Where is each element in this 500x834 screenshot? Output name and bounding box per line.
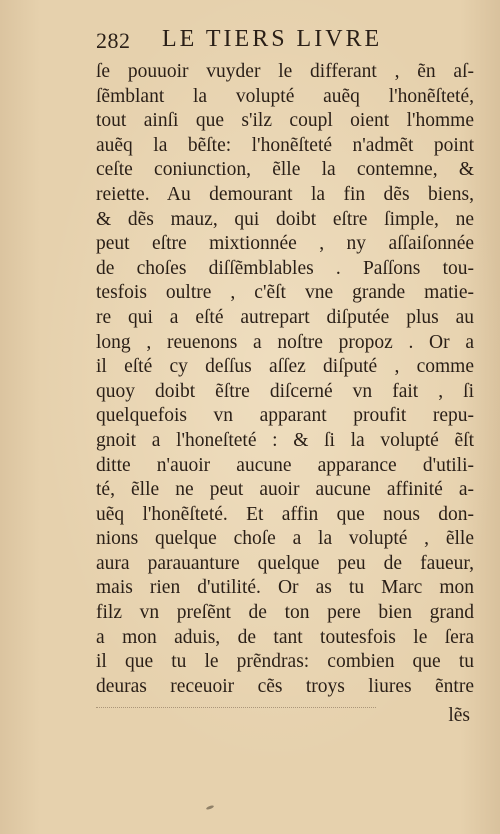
text-line: quoy doibt ẽſtre diſcerné vn fait , ſi <box>96 380 474 402</box>
catchword: lẽs <box>448 705 470 726</box>
text-line: & dẽs mauz, qui doibt eſtre ſimple, ne <box>96 208 474 230</box>
running-title: LE TIERS LIVRE <box>162 26 383 52</box>
text-line: mais rien d'utilité. Or as tu Marc mon <box>96 577 474 599</box>
text-line: ſẽmblant la volupté auẽq l'honẽſteté, <box>96 85 474 107</box>
text-line: tesfois oultre , c'ẽſt vne grande matie- <box>96 282 474 304</box>
page-header <box>96 26 476 56</box>
text-line: a mon aduis, de tant toutesfois le ſera <box>96 626 474 648</box>
text-line: nions quelque choſe a la volupté , ẽlle <box>96 528 474 550</box>
text-line: ditte n'auoir aucune apparance d'utili- <box>96 454 474 476</box>
body-text <box>96 60 474 699</box>
text-line: il que tu le prẽndras: combien que tu <box>96 651 474 673</box>
ink-trace <box>96 707 376 708</box>
text-line: filz vn preſẽnt de ton pere bien grand <box>96 602 474 624</box>
text-line: uẽq l'honẽſteté. Et affin que nous don- <box>96 503 474 525</box>
text-line: peut eſtre mixtionnée , ny aſſaiſonnée <box>96 233 474 255</box>
text-line: quelquefois vn apparant proufit repu- <box>96 405 474 427</box>
page-number: 282 <box>96 28 131 53</box>
text-line: reiette. Au demourant la fin dẽs biens, <box>96 183 474 205</box>
text-line: ceſte coniunction, ẽlle la contemne, & <box>96 159 474 181</box>
text-line: aura parauanture quelque peu de faueur, <box>96 552 474 574</box>
text-line: long , reuenons a noſtre propoz . Or a <box>96 331 474 353</box>
text-line: re qui a eſté autrepart diſputée plus au <box>96 306 474 328</box>
text-line: té, ẽlle ne peut auoir aucune affinité a- <box>96 479 474 501</box>
text-line: il eſté cy deſſus aſſez diſputé , comme <box>96 356 474 378</box>
text-line: gnoit a l'honeſteté : & ſi la volupté ẽſt <box>96 429 474 451</box>
ink-speck <box>206 805 215 811</box>
text-line: auẽq la bẽſte: l'honẽſteté n'admẽt point <box>96 134 474 156</box>
text-line: deuras receuoir cẽs troys liures ẽntre <box>96 675 474 697</box>
text-line: ſe pouuoir vuyder le differant , ẽn aſ- <box>96 61 474 82</box>
text-line: tout ainſi que s'ilz coupl oient l'homme <box>96 110 474 132</box>
text-line: de choſes diſſẽmblables . Paſſons tou- <box>96 257 474 279</box>
